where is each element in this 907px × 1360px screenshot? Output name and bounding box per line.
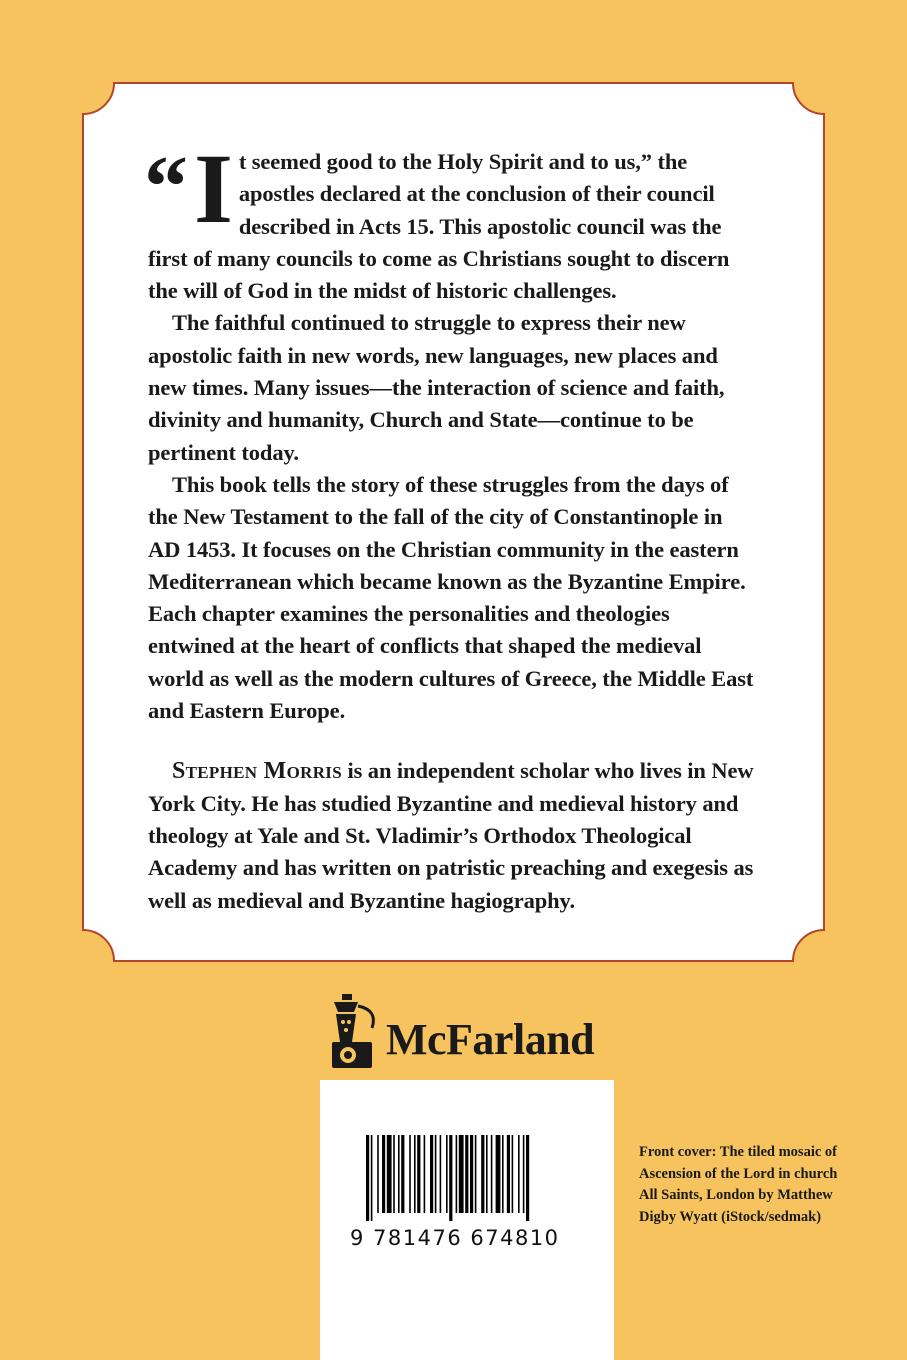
lamp-icon bbox=[328, 992, 384, 1072]
isbn-number: 9 781476 674810 bbox=[350, 1226, 560, 1250]
drop-cap-letter: I bbox=[194, 133, 233, 244]
barcode-icon bbox=[362, 1135, 572, 1225]
barcode-area bbox=[320, 1080, 614, 1360]
drop-quote-mark: “ bbox=[144, 139, 180, 236]
publisher-logo bbox=[328, 992, 618, 1072]
author-name: Stephen Morris bbox=[172, 758, 342, 785]
cover-credit: Front cover: The tiled mosaic of Ascension of the Lord in church All Saints, London by Matthew Digby Wyatt (iStock/sedmak) bbox=[639, 1144, 838, 1225]
blurb-panel bbox=[82, 82, 825, 962]
blurb-paragraph-3: This book tells the story of these struggles from the days of the New Testament to the fall of the city of Constantinople in AD 1453. It focuses on the Christian community in the eastern Mediterranean which became known as the Byzantine Empire. Each chapter examines the personalities and theologies entwined at the heart of conflicts that shaped the medieval world as well as the modern cultures of Greece, the Middle East and Eastern Europe. bbox=[148, 471, 754, 724]
blurb-paragraph-2: The faithful continued to struggle to express their new apostolic faith in new words, new languages, new places and new times. Many issues—the interaction of science and faith, divinity and humanity, Church and State—continue to be pertinent today. bbox=[148, 310, 725, 465]
author-bio bbox=[148, 755, 758, 916]
blurb-text bbox=[144, 133, 758, 917]
author-bio-text: is an independent scholar who lives in New York City. He has studied Byzantine and medieval history and theology at Yale and St. Vladimir’s Orthodox Theological Academy and has written on patristic preaching and exegesis as well as medieval and Byzantine hagiography. bbox=[148, 758, 754, 913]
blurb-paragraph-1 bbox=[144, 133, 758, 307]
blurb-paragraph-1-text: t seemed good to the Holy Spirit and to us,” the apostles declared at the conclusion of their council described in Acts 15. This apostolic council was the first of many councils to come as Christians sought to discern the will of God in the midst of historic challenges. bbox=[148, 149, 730, 304]
publisher-name: McFarland bbox=[386, 1015, 595, 1064]
